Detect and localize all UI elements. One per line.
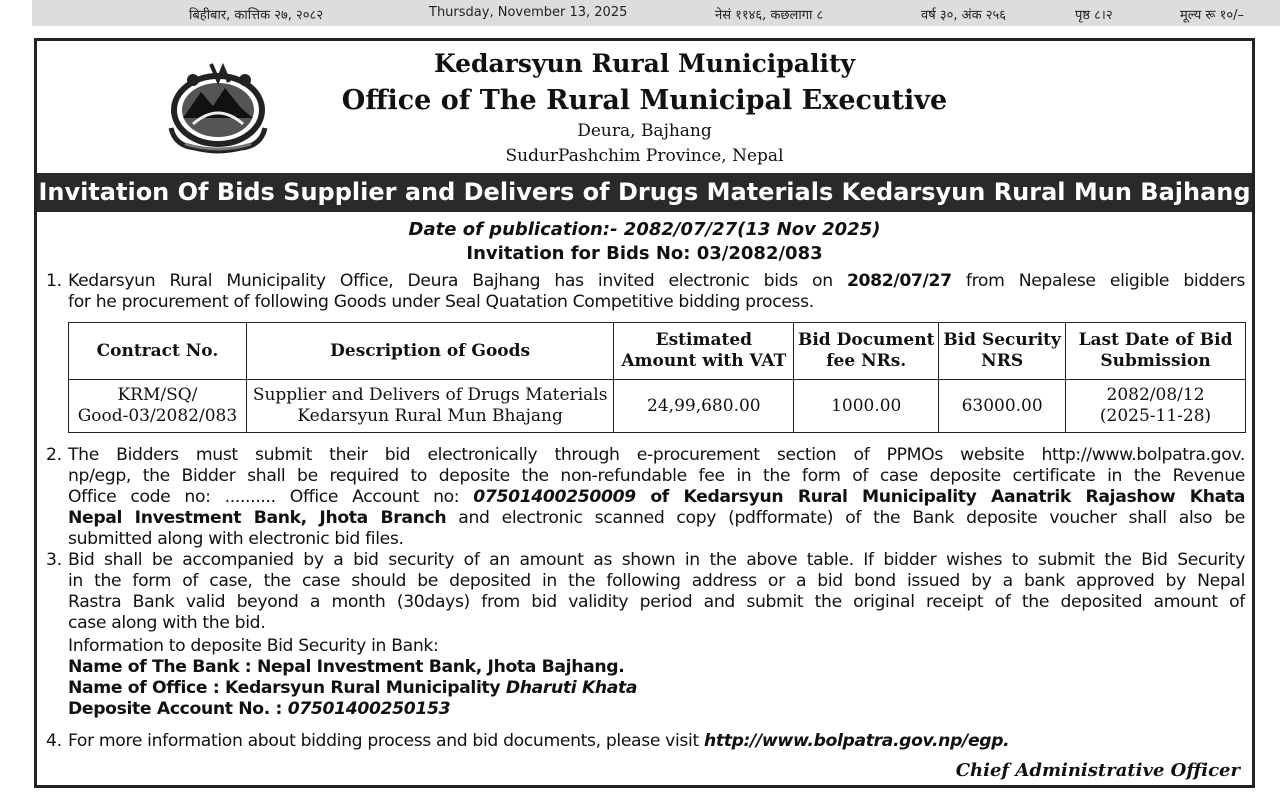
column-header: Bid Document fee NRs. (794, 323, 939, 380)
office-name: Office of The Rural Municipal Executive (341, 85, 948, 116)
paragraph-number: 3. (46, 550, 62, 570)
table-row (69, 380, 1246, 433)
contract-table (68, 322, 1246, 433)
masthead-date-english: Thursday, November 13, 2025 (429, 5, 628, 20)
column-header: Last Date of Bid Submission (1066, 323, 1246, 380)
description-cell: Supplier and Delivers of Drugs Materials Kedarsyun Rural Mun Bhajang (246, 380, 614, 433)
security-cell: 63000.00 (939, 380, 1066, 433)
fee-cell: 1000.00 (794, 380, 939, 433)
deadline-cell: 2082/08/12 (2025-11-28) (1066, 380, 1246, 433)
bid-notice (34, 38, 1255, 788)
table-header-row (69, 323, 1246, 380)
paragraph-2: 2. The Bidders must submit their bid electronically through e-procurement section of PPMOs website http://www.bolpatra.gov. np/egp, the Bidder shall be required to deposite the non-refundable fee in the form of case deposite certificate in the Revenue Office code no: .......... Office Account no: 07501400250009 of Kedarsyun Rural Municipality Aanatrik Rajashow Khata Nepal Investment Bank, Jhota Branch and electronic scanned copy (pdfformate) of the Bank deposite voucher shall also be submitted along with electronic bid files. (46, 445, 1245, 549)
amount-cell: 24,99,680.00 (614, 380, 794, 433)
column-header: Description of Goods (246, 323, 614, 380)
paragraph-1: 1. Kedarsyun Rural Municipality Office, Deura Bajhang has invited electronic bids on 2082/07/27 from Nepalese eligible bidders for he procurement of following Goods under Seal Quatation Competitive bidding process. (46, 271, 1245, 312)
masthead-issue: नेसं ११४६, कछलागा ८ (715, 8, 824, 23)
paragraph-number: 2. (46, 445, 62, 465)
masthead-date-nepali: बिहीबार, कात्तिक २७, २०८२ (189, 8, 324, 23)
org-name: Kedarsyun Rural Municipality (433, 49, 856, 78)
signatory: Chief Administrative Officer (955, 760, 1240, 781)
column-header: Bid Security NRS (939, 323, 1066, 380)
bank-branch: Nepal Investment Bank, Jhota Branch (68, 508, 447, 528)
contract-number-cell: KRM/SQ/ Good-03/2082/083 (69, 380, 247, 433)
paragraph-number: 1. (46, 271, 62, 291)
masthead-page: पृष्ठ ८।२ (1075, 8, 1113, 23)
masthead-price: मूल्य रू १०/– (1180, 8, 1245, 23)
notice-title: Invitation Of Bids Supplier and Delivers of Drugs Materials Kedarsyun Rural Mun Bajhang (37, 173, 1252, 212)
column-header: Contract No. (69, 323, 247, 380)
address-line-1: Deura, Bajhang (577, 121, 712, 141)
bolpatra-link[interactable]: http://www.bolpatra.gov.np/egp. (703, 731, 1010, 751)
bid-open-date: 2082/07/27 (846, 271, 952, 291)
paragraph-number: 4. (46, 731, 62, 751)
address-line-2: SudurPashchim Province, Nepal (505, 146, 784, 166)
column-header: Estimated Amount with VAT (614, 323, 794, 380)
deposit-account-number: 07501400250153 (287, 699, 451, 719)
deposit-info-heading: Information to deposite Bid Security in Bank: (68, 636, 439, 656)
paragraph-3: 3. Bid shall be accompanied by a bid security of an amount as shown in the above table. If bidder wishes to submit the Bid Security in the form of case, the case should be deposited in the following address or a bid bond issued by a bank approved by Nepal Rastra Bank valid beyond a month (30days) from bid validity period and submit the original receipt of the deposited amount of case along with the bid. Information to deposite Bid Security in Bank: Name of The Bank : Nepal Investment Bank, Jhota Bajhang. Name of Office : Kedarsyun Rural Municipality Dharuti Khata Deposite Account No. : 07501400250153 (46, 550, 1245, 719)
fee-account-number: 07501400250009 (473, 487, 636, 507)
publication-date: Date of publication:- 2082/07/27(13 Nov 2025) (408, 219, 881, 240)
ifb-number: Invitation for Bids No: 03/2082/083 (466, 243, 823, 264)
bank-name: Name of The Bank : Nepal Investment Bank, Jhota Bajhang. (68, 657, 625, 677)
newspaper-masthead (32, 0, 1280, 26)
masthead-volume: वर्ष ३०, अंक २५६ (921, 8, 1006, 23)
paragraph-4: 4. For more information about bidding process and bid documents, please visit http://www.bolpatra.gov.np/egp. (46, 731, 1010, 751)
